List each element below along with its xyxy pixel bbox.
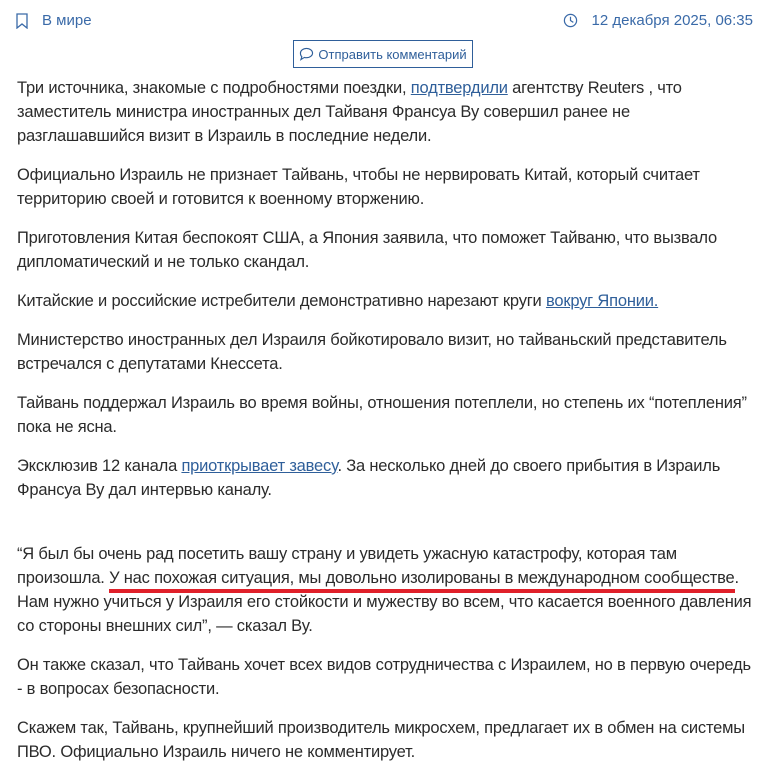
text: со стороны внешних сил”, — сказал Ву.: [17, 617, 313, 635]
category-label[interactable]: В мире: [42, 12, 92, 29]
text: Китайские и российские истребители демонстративно нарезают круги: [17, 292, 546, 310]
quote-paragraph: [17, 542, 757, 638]
speech-bubble-icon: [299, 47, 314, 61]
red-highlighted-text: У нас похожая ситуация, мы довольно изолированы в международном сообществе: [109, 569, 735, 587]
category[interactable]: [16, 12, 92, 29]
paragraph: [17, 454, 757, 502]
paragraph: [17, 76, 757, 148]
text: Нам нужно учиться у Израиля его стойкости и мужеству во всем, что касается военного давления: [17, 593, 752, 611]
text: агентству Reuters , что: [507, 79, 682, 97]
text: произошла.: [17, 569, 110, 587]
paragraph: [17, 653, 757, 701]
paragraph: [17, 163, 757, 211]
link-confirmed[interactable]: подтвердили: [410, 79, 508, 97]
text: пока не ясна.: [17, 418, 117, 436]
text: Приготовления Китая беспокоят США, а Япония заявила, что поможет Тайваню, что вызвало: [17, 229, 717, 247]
text: дипломатический и не только скандал.: [17, 253, 310, 271]
paragraph: [17, 716, 757, 764]
clock-icon: [563, 13, 578, 28]
text: заместитель министра иностранных дел Тайваня Франсуа Ву совершил ранее не: [17, 103, 630, 121]
text: .: [734, 569, 739, 587]
text: разглашавшийся визит в Израиль в последние недели.: [17, 127, 432, 145]
publish-date: [563, 12, 753, 29]
text: Скажем так, Тайвань, крупнейший производитель микросхем, предлагает их в обмен на системы: [17, 719, 745, 737]
text: Франсуа Ву дал интервью каналу.: [17, 481, 272, 499]
link-around-japan[interactable]: вокруг Японии.: [545, 292, 659, 310]
text: Тайвань поддержал Израиль во время войны, отношения потеплели, но степень их “потепления”: [17, 394, 747, 412]
article-body: [17, 76, 757, 779]
text: Эксклюзив 12 канала: [17, 457, 182, 475]
paragraph: [17, 328, 757, 376]
article-meta: [16, 12, 753, 32]
text: “Я был бы очень рад посетить вашу страну и увидеть ужасную катастрофу, которая там: [17, 545, 677, 563]
paragraph: [17, 226, 757, 274]
text: - в вопросах безопасности.: [17, 680, 220, 698]
text: . За несколько дней до своего прибытия в Израиль: [337, 457, 721, 475]
text: Министерство иностранных дел Израиля бойкотировало визит, но тайваньский представитель: [17, 331, 727, 349]
paragraph: [17, 391, 757, 439]
text: Три источника, знакомые с подробностями поездки,: [17, 79, 411, 97]
text: Официально Израиль не признает Тайвань, чтобы не нервировать Китай, который считает: [17, 166, 700, 184]
text: Он также сказал, что Тайвань хочет всех видов сотрудничества с Израилем, но в первую очередь: [17, 656, 751, 674]
bookmark-icon: [16, 13, 28, 29]
text: территорию своей и готовится к военному вторжению.: [17, 190, 425, 208]
text: встречался с депутатами Кнессета.: [17, 355, 283, 373]
date-text: 12 декабря 2025, 06:35: [591, 12, 753, 29]
send-comment-button[interactable]: [293, 40, 473, 68]
paragraph: [17, 289, 757, 313]
link-lifts-curtain[interactable]: приоткрывает завесу: [181, 457, 338, 475]
text: ПВО. Официально Израиль ничего не комментирует.: [17, 743, 416, 761]
send-comment-label: Отправить комментарий: [318, 46, 467, 62]
